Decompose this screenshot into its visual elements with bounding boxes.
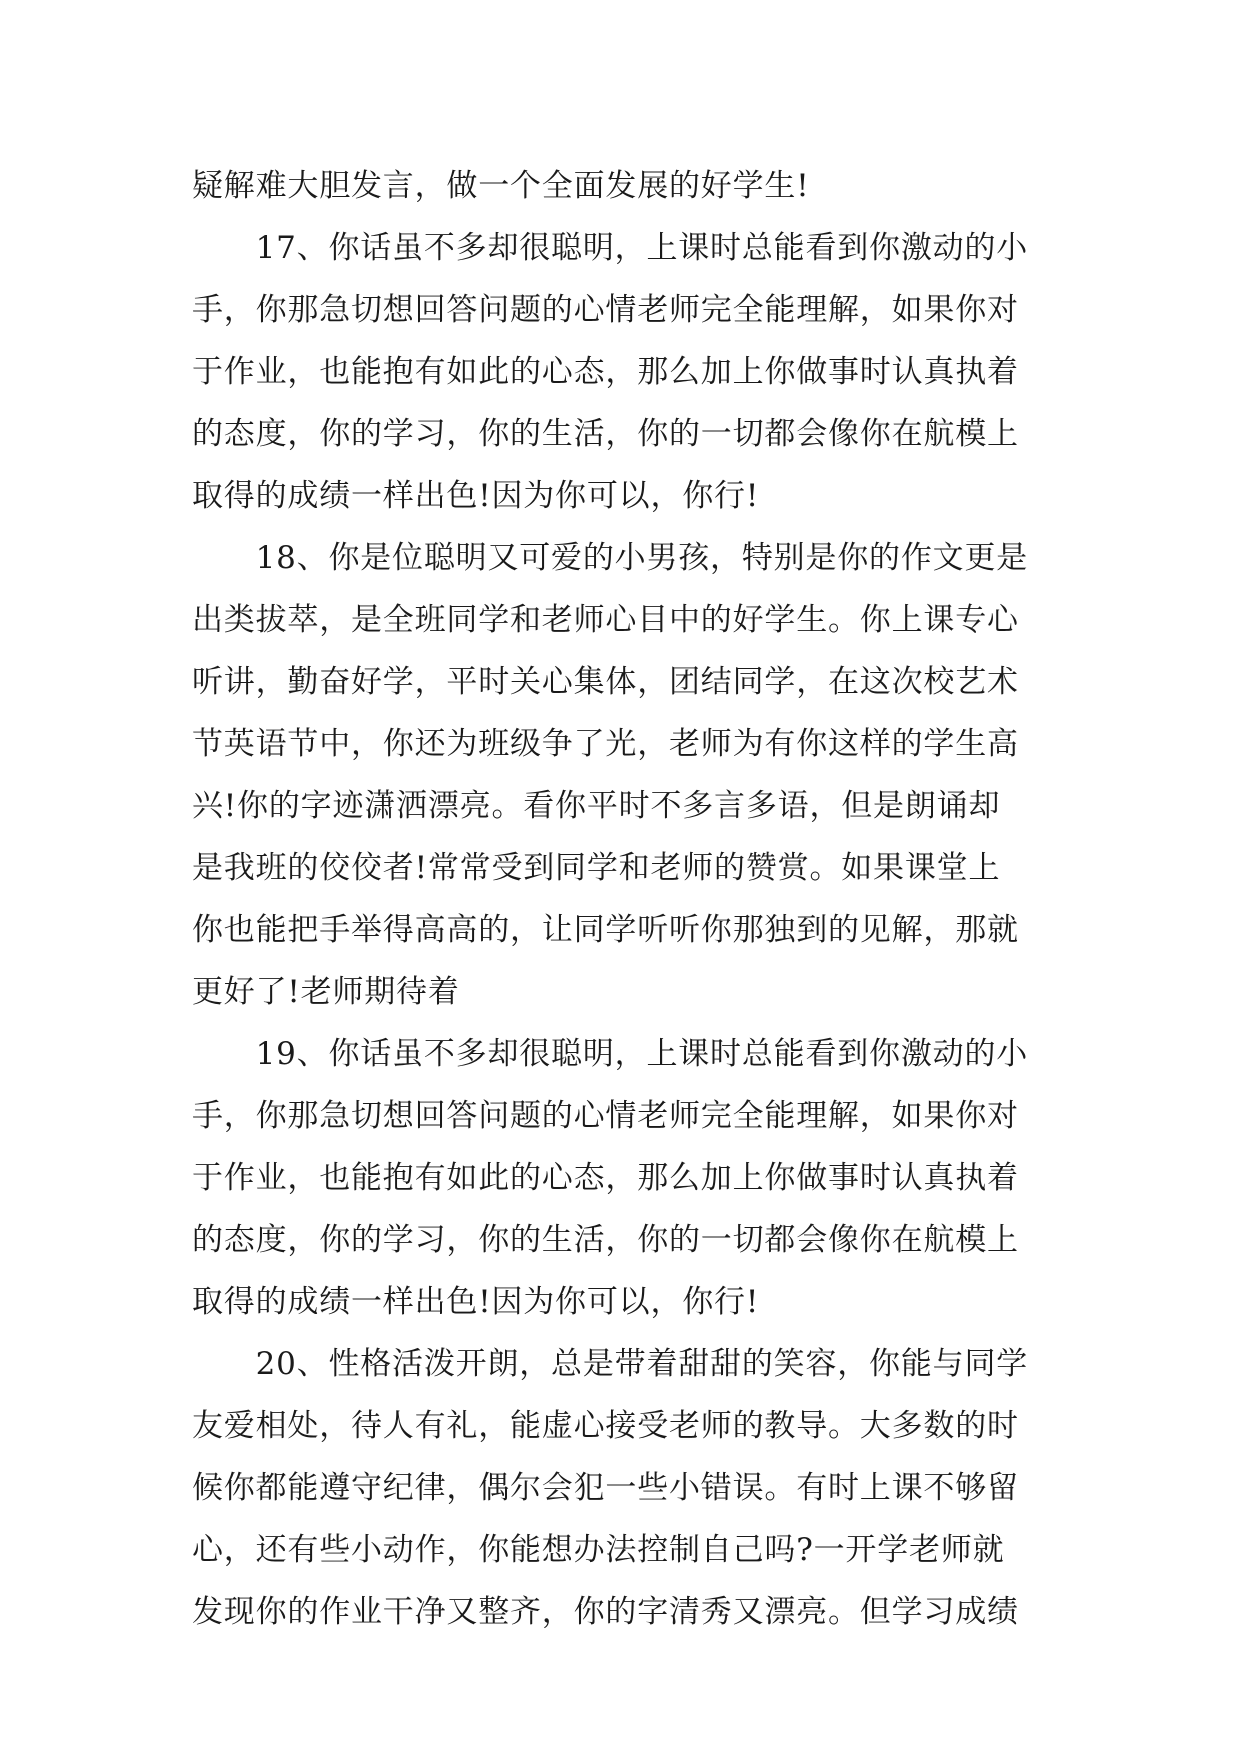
- text-line: 手，你那急切想回答问题的心情老师完全能理解，如果你对: [192, 1098, 1019, 1134]
- text-line: 更好了!老师期待着: [192, 974, 460, 1010]
- text-line: 心，还有些小动作，你能想办法控制自己吗?一开学老师就: [192, 1532, 1005, 1568]
- text-line: 发现你的作业干净又整齐，你的字清秀又漂亮。但学习成绩: [192, 1594, 1019, 1630]
- text-line: 20、性格活泼开朗，总是带着甜甜的笑容，你能与同学: [192, 1346, 1029, 1382]
- text-line: 是我班的佼佼者!常常受到同学和老师的赞赏。如果课堂上: [192, 850, 1001, 886]
- text-line: 手，你那急切想回答问题的心情老师完全能理解，如果你对: [192, 292, 1019, 328]
- text-line: 于作业，也能抱有如此的心态，那么加上你做事时认真执着: [192, 1160, 1019, 1196]
- text-line: 出类拔萃，是全班同学和老师心目中的好学生。你上课专心: [192, 602, 1019, 638]
- text-line: 候你都能遵守纪律，偶尔会犯一些小错误。有时上课不够留: [192, 1470, 1019, 1506]
- text-line: 19、你话虽不多却很聪明，上课时总能看到你激动的小: [192, 1036, 1029, 1072]
- text-line: 听讲，勤奋好学，平时关心集体，团结同学，在这次校艺术: [192, 664, 1019, 700]
- text-line: 兴!你的字迹潇洒漂亮。看你平时不多言多语，但是朗诵却: [192, 788, 1001, 824]
- text-line: 17、你话虽不多却很聪明，上课时总能看到你激动的小: [192, 230, 1029, 266]
- text-line: 的态度，你的学习，你的生活，你的一切都会像你在航模上: [192, 1222, 1019, 1258]
- text-line: 你也能把手举得高高的，让同学听听你那独到的见解，那就: [192, 912, 1019, 948]
- text-line: 取得的成绩一样出色!因为你可以，你行!: [192, 478, 760, 514]
- text-line: 的态度，你的学习，你的生活，你的一切都会像你在航模上: [192, 416, 1019, 452]
- text-line: 节英语节中，你还为班级争了光，老师为有你这样的学生高: [192, 726, 1019, 762]
- text-line: 取得的成绩一样出色!因为你可以，你行!: [192, 1284, 760, 1320]
- text-line: 18、你是位聪明又可爱的小男孩，特别是你的作文更是: [192, 540, 1029, 576]
- text-line: 疑解难大胆发言，做一个全面发展的好学生!: [192, 168, 810, 204]
- text-line: 友爱相处，待人有礼，能虚心接受老师的教导。大多数的时: [192, 1408, 1019, 1444]
- text-line: 于作业，也能抱有如此的心态，那么加上你做事时认真执着: [192, 354, 1019, 390]
